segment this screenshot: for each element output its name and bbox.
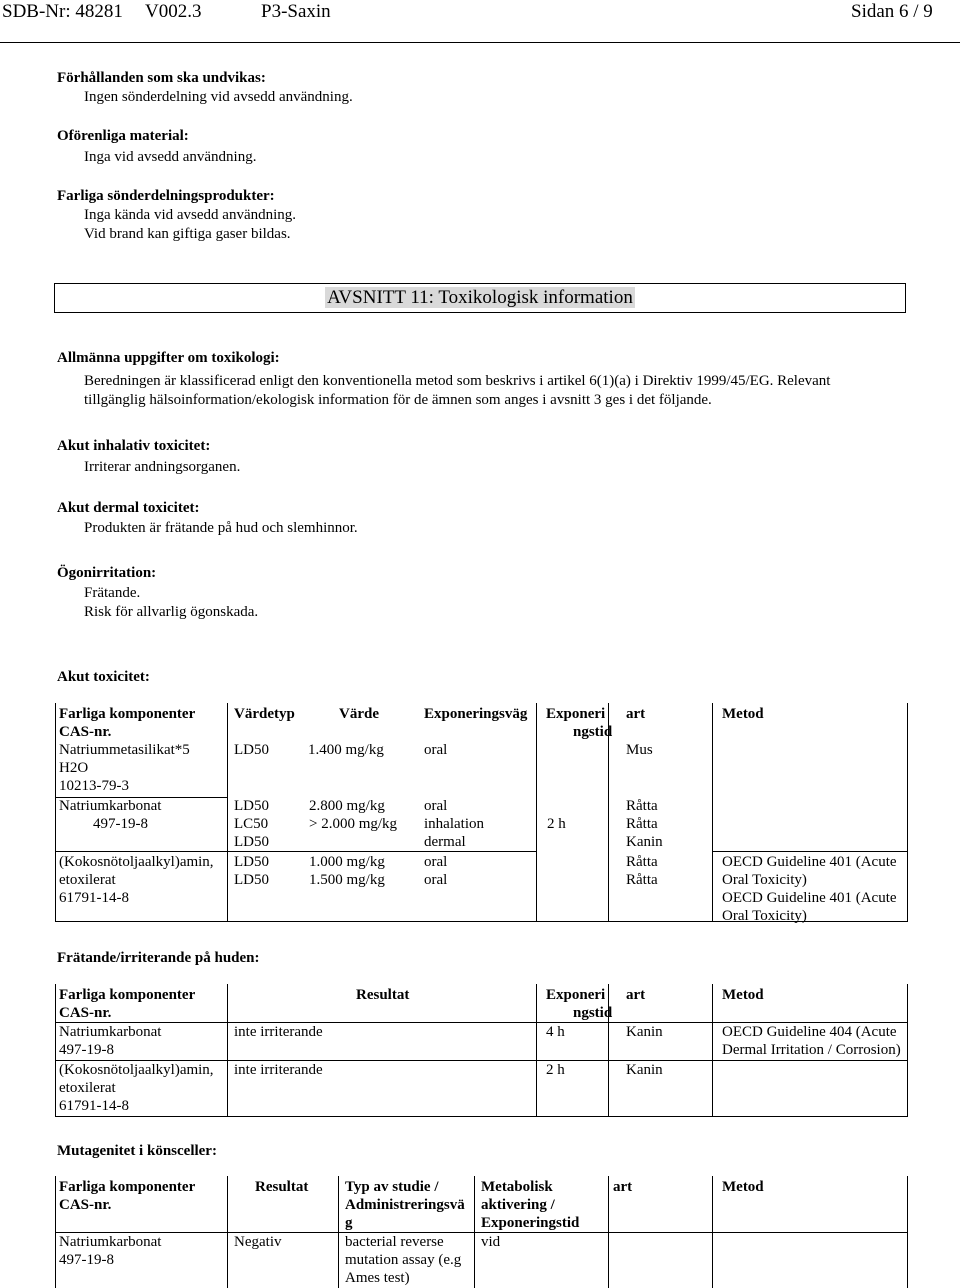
route: oral	[424, 798, 448, 814]
value-type: LC50	[234, 816, 269, 832]
species: Råtta	[626, 854, 658, 870]
col-header: CAS-nr.	[59, 724, 112, 740]
col-header: art	[626, 706, 646, 722]
component: H2O	[59, 760, 89, 776]
col-header: ngstid	[573, 1005, 613, 1021]
col-header: aktivering /	[481, 1197, 555, 1213]
method: OECD Guideline 401 (Acute	[722, 890, 897, 906]
col-header: Metod	[722, 1179, 764, 1195]
section-text: Vid brand kan giftiga gaser bildas.	[84, 226, 291, 242]
page-number: Sidan 6 / 9	[851, 1, 933, 22]
exposure-time: 2 h	[547, 816, 566, 832]
header-rule	[0, 42, 960, 43]
value: 1.400 mg/kg	[308, 742, 384, 758]
table-title: Mutagenitet i könsceller:	[57, 1143, 217, 1159]
col-header: g	[345, 1215, 353, 1231]
section-text: Ingen sönderdelning vid avsedd användning.	[84, 89, 353, 105]
section-text: Inga vid avsedd användning.	[84, 149, 257, 165]
col-header: Farliga komponenter	[59, 706, 196, 722]
cas-number: 61791-14-8	[59, 890, 129, 906]
col-header: CAS-nr.	[59, 1005, 112, 1021]
exposure-time: 2 h	[546, 1062, 565, 1078]
col-header: Metod	[722, 987, 764, 1003]
section-title: Ögonirritation:	[57, 565, 157, 581]
section-title: Allmänna uppgifter om toxikologi:	[57, 350, 280, 366]
component: Natriummetasilikat*5	[59, 742, 190, 758]
component: etoxilerat	[59, 872, 116, 888]
component: (Kokosnötoljaalkyl)amin,	[59, 854, 214, 870]
species: Råtta	[626, 872, 658, 888]
acute-toxicity-table	[55, 703, 908, 922]
metabolic-activation: vid	[481, 1234, 501, 1250]
result: inte irriterande	[234, 1062, 323, 1078]
route: oral	[424, 742, 448, 758]
section-banner	[54, 283, 906, 313]
component: etoxilerat	[59, 1080, 116, 1096]
skin-corrosion-table	[55, 984, 908, 1117]
value: 1.000 mg/kg	[309, 854, 385, 870]
value-type: LD50	[234, 834, 269, 850]
study-type: mutation assay (e.g	[345, 1252, 462, 1268]
table-title: Akut toxicitet:	[57, 669, 150, 685]
species: Råtta	[626, 816, 658, 832]
col-header: Typ av studie /	[345, 1179, 439, 1195]
value-type: LD50	[234, 742, 269, 758]
banner-title: AVSNITT 11: Toxikologisk information	[327, 287, 633, 308]
product-name: P3-Saxin	[261, 1, 331, 22]
col-header: Metabolisk	[481, 1179, 553, 1195]
result: inte irriterande	[234, 1024, 323, 1040]
species: Kanin	[626, 1062, 663, 1078]
value: 2.800 mg/kg	[309, 798, 385, 814]
value-type: LD50	[234, 854, 269, 870]
col-header: art	[613, 1179, 633, 1195]
col-header: Resultat	[255, 1179, 309, 1195]
mutagenicity-table	[55, 1176, 908, 1288]
section-text: Beredningen är klassificerad enligt den konventionella metod som beskrivs i artikel 6(1)(a) i Direktiv 1999/45/EG. Relevant	[84, 373, 831, 389]
value-type: LD50	[234, 872, 269, 888]
sdb-number: SDB-Nr: 48281	[2, 1, 123, 22]
component: Natriumkarbonat	[59, 1234, 162, 1250]
col-header: Metod	[722, 706, 764, 722]
cas-number: 497-19-8	[93, 816, 148, 832]
method: Oral Toxicity)	[722, 908, 807, 924]
route: oral	[424, 872, 448, 888]
col-header: Värdetyp	[234, 706, 295, 722]
col-header: Värde	[339, 706, 379, 722]
col-header: Administreringsvä	[345, 1197, 465, 1213]
route: inhalation	[424, 816, 484, 832]
section-text: tillgänglig hälsoinformation/ekologisk information för de ämnen som anges i avsnitt 3 ges i det följande.	[84, 392, 712, 408]
section-title: Akut dermal toxicitet:	[57, 500, 200, 516]
section-text: Produkten är frätande på hud och slemhinnor.	[84, 520, 358, 536]
exposure-time: 4 h	[546, 1024, 565, 1040]
species: Kanin	[626, 1024, 663, 1040]
component: (Kokosnötoljaalkyl)amin,	[59, 1062, 214, 1078]
section-title: Farliga sönderdelningsprodukter:	[57, 188, 275, 204]
cas-number: 497-19-8	[59, 1042, 114, 1058]
species: Mus	[626, 742, 653, 758]
value: 1.500 mg/kg	[309, 872, 385, 888]
component: Natriumkarbonat	[59, 798, 162, 814]
result: Negativ	[234, 1234, 282, 1250]
component: Natriumkarbonat	[59, 1024, 162, 1040]
col-header: Farliga komponenter	[59, 987, 196, 1003]
method: OECD Guideline 404 (Acute	[722, 1024, 897, 1040]
study-type: Ames test)	[345, 1270, 410, 1286]
method: Dermal Irritation / Corrosion)	[722, 1042, 901, 1058]
section-title: Akut inhalativ toxicitet:	[57, 438, 211, 454]
species: Kanin	[626, 834, 663, 850]
method: OECD Guideline 401 (Acute	[722, 854, 897, 870]
col-header: ngstid	[573, 724, 613, 740]
section-text: Irriterar andningsorganen.	[84, 459, 241, 475]
version: V002.3	[145, 1, 202, 22]
col-header: art	[626, 987, 646, 1003]
col-header: Resultat	[356, 987, 410, 1003]
col-header: CAS-nr.	[59, 1197, 112, 1213]
col-header: Exponeringsväg	[424, 706, 528, 722]
route: oral	[424, 854, 448, 870]
col-header: Exponeringstid	[481, 1215, 580, 1231]
route: dermal	[424, 834, 466, 850]
value-type: LD50	[234, 798, 269, 814]
cas-number: 61791-14-8	[59, 1098, 129, 1114]
col-header: Farliga komponenter	[59, 1179, 196, 1195]
value: > 2.000 mg/kg	[309, 816, 398, 832]
method: Oral Toxicity)	[722, 872, 807, 888]
species: Råtta	[626, 798, 658, 814]
section-text: Inga kända vid avsedd användning.	[84, 207, 297, 223]
cas-number: 497-19-8	[59, 1252, 114, 1268]
section-text: Frätande.	[84, 585, 141, 601]
cas-number: 10213-79-3	[59, 778, 129, 794]
table-title: Frätande/irriterande på huden:	[57, 950, 260, 966]
section-title: Förhållanden som ska undvikas:	[57, 70, 266, 86]
section-title: Oförenliga material:	[57, 128, 189, 144]
col-header: Exponeri	[546, 987, 606, 1003]
section-text: Risk för allvarlig ögonskada.	[84, 604, 259, 620]
col-header: Exponeri	[546, 706, 606, 722]
study-type: bacterial reverse	[345, 1234, 444, 1250]
